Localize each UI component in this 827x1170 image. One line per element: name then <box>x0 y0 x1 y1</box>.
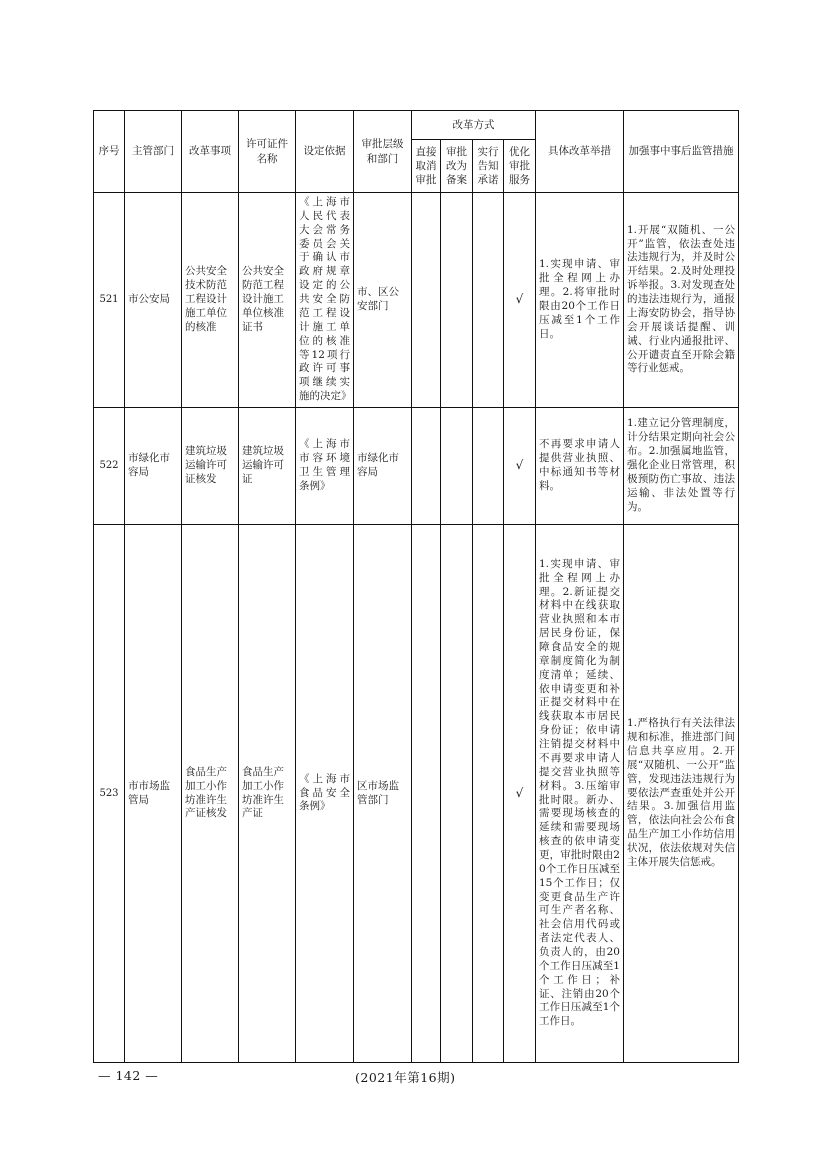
cell-basis: 《上海市人民代表大会常务委员会关于确认市政府规章设定的公共安全防范工程设计施工单位的核准等12项行政许可事项继续实施的决定》 <box>296 193 354 408</box>
header-measures: 具体改革举措 <box>536 111 624 193</box>
header-method-cancel: 直接取消审批 <box>412 140 441 193</box>
cell-method-filing <box>441 525 473 1063</box>
header-method-commitment: 实行告知承诺 <box>473 140 504 193</box>
header-method: 改革方式 <box>412 111 536 140</box>
cell-basis: 《上海市食品安全条例》 <box>296 525 354 1063</box>
table-row <box>94 193 739 408</box>
cell-basis: 《上海市市容环境卫生管理条例》 <box>296 408 354 525</box>
cell-dept: 市公安局 <box>125 193 182 408</box>
cell-supervision: 1.建立记分管理制度，计分结果定期向社会公布。2.加强属地监管，强化企业日常管理，积极预防伤亡事故、违法运输、非法处置等行为。 <box>624 408 739 525</box>
header-method-optimize: 优化审批服务 <box>504 140 536 193</box>
cell-seq: 521 <box>94 193 125 408</box>
cell-supervision: 1.严格执行有关法律法规和标准，推进部门间信息共享应用。2.开展“双随机、一公开”监管，发现违法违规行为要依法严查重处并公开结果。3.加强信用监管，依法向社会公布食品生产加工小作坊信用状况，依法依规对失信主体开展失信惩戒。 <box>624 525 739 1063</box>
cell-method-filing <box>441 193 473 408</box>
page-number: — 142 — <box>98 1068 159 1083</box>
cell-method-filing <box>441 408 473 525</box>
cell-level: 区市场监管部门 <box>354 525 412 1063</box>
cell-license: 食品生产加工小作坊准许生产证 <box>239 525 296 1063</box>
issue-label: (2021年第16期) <box>355 1070 456 1085</box>
cell-item: 建筑垃圾运输许可证核发 <box>182 408 239 525</box>
cell-seq: 523 <box>94 525 125 1063</box>
cell-license: 建筑垃圾运输许可证 <box>239 408 296 525</box>
cell-supervision: 1.开展“双随机、一公开”监管，依法查处违法违规行为，并及时公开结果。2.及时处理投诉举报。3.对发现查处的违法违规行为，通报上海安防协会，指导协会开展谈话提醒、训诫、行业内通报批评、公开谴责直至开除会籍等行业惩戒。 <box>624 193 739 408</box>
cell-measures: 1.实现申请、审批全程网上办理。2.将审批时限由20个工作日压减至1个工作日。 <box>536 193 624 408</box>
cell-item: 公共安全技术防范工程设计施工单位的核准 <box>182 193 239 408</box>
cell-level: 市、区公安部门 <box>354 193 412 408</box>
header-level: 审批层级和部门 <box>354 111 412 193</box>
header-supervision: 加强事中事后监管措施 <box>624 111 739 193</box>
cell-method-commitment <box>473 525 504 1063</box>
header-item: 改革事项 <box>182 111 239 193</box>
cell-method-commitment <box>473 408 504 525</box>
header-basis: 设定依据 <box>296 111 354 193</box>
header-license: 许可证件名称 <box>239 111 296 193</box>
cell-method-cancel <box>412 193 441 408</box>
cell-measures: 不再要求申请人提供营业执照、中标通知书等材料。 <box>536 408 624 525</box>
header-method-filing: 审批改为备案 <box>441 140 473 193</box>
cell-level: 市绿化市容局 <box>354 408 412 525</box>
cell-method-commitment <box>473 193 504 408</box>
cell-method-optimize: √ <box>504 408 536 525</box>
header-seq: 序号 <box>94 111 125 193</box>
reform-items-table <box>93 110 739 1063</box>
cell-method-cancel <box>412 408 441 525</box>
header-dept: 主管部门 <box>125 111 182 193</box>
cell-method-optimize: √ <box>504 193 536 408</box>
cell-measures: 1.实现申请、审批全程网上办理。2.新证提交材料中在线获取营业执照和本市居民身份证，保障食品安全的规章制度简化为制度清单；延续、依申请变更和补正提交材料中在线获取本市居民身份证；依申请注销提交材料中不再要求申请人提交营业执照等材料。3.压缩审批时限。新办、需要现场核查的延续和需要现场核查的依申请变更，审批时限由20个工作日压减至15个工作日；仅变更食品生产许可生产者名称、社会信用代码或者法定代表人、负责人的，由20个工作日压减至1个工作日；补证、注销由20个工作日压减至1个工作日。 <box>536 525 624 1063</box>
cell-method-cancel <box>412 525 441 1063</box>
table-row <box>94 525 739 1063</box>
cell-dept: 市市场监管局 <box>125 525 182 1063</box>
cell-license: 公共安全防范工程设计施工单位核准证书 <box>239 193 296 408</box>
cell-item: 食品生产加工小作坊准许生产证核发 <box>182 525 239 1063</box>
cell-dept: 市绿化市容局 <box>125 408 182 525</box>
cell-seq: 522 <box>94 408 125 525</box>
table-row <box>94 408 739 525</box>
cell-method-optimize: √ <box>504 525 536 1063</box>
